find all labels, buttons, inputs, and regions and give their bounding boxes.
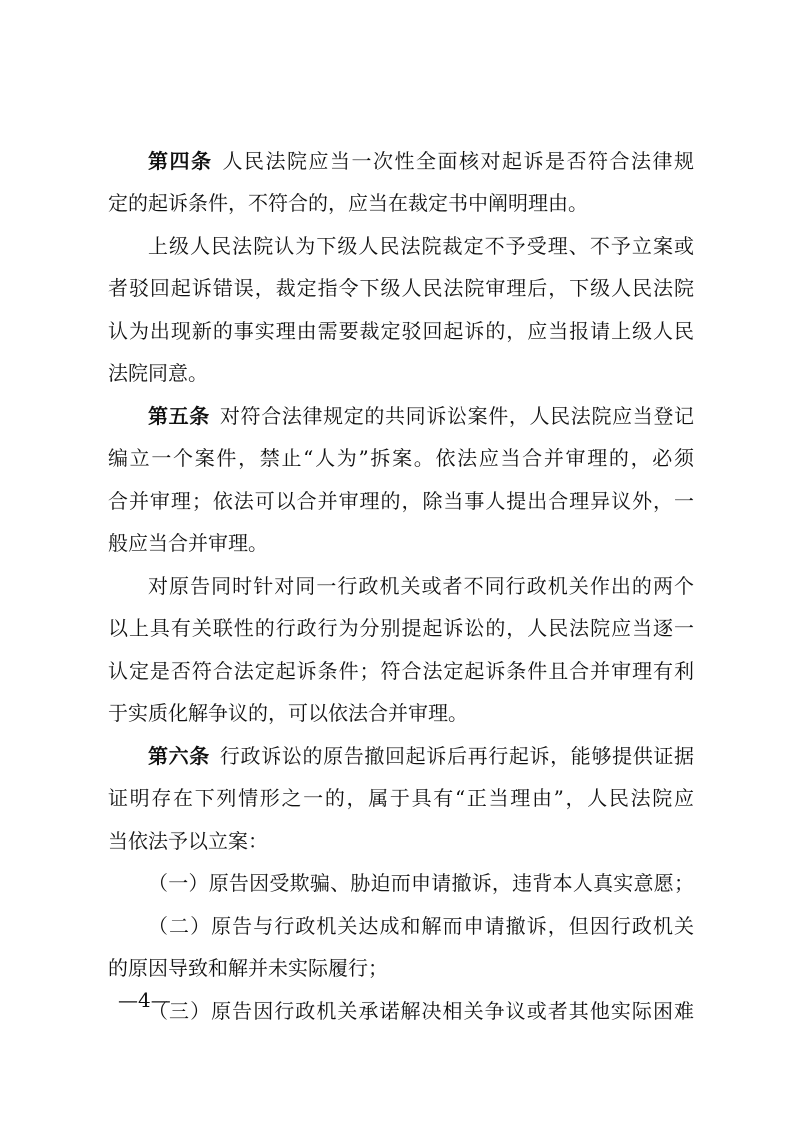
line-text: 法院同意。: [108, 361, 208, 385]
line-text: 对符合法律规定的共同诉讼案件，人民法院应当登记: [219, 404, 694, 428]
line-text: 人民法院应当一次性全面核对起诉是否符合法律规: [222, 149, 694, 173]
line-text: 般应当合并审理。: [108, 531, 268, 555]
line-text: 行政诉讼的原告撤回起诉后再行起诉，能够提供证据: [219, 744, 694, 768]
paragraph-line: [108, 698, 694, 728]
line-text: 编立一个案件，禁止“人为”拆案。依法应当合并审理的，必须: [108, 446, 694, 470]
paragraph-line: [108, 146, 694, 176]
paragraph-line: [108, 953, 694, 983]
paragraph-line: [108, 273, 694, 303]
line-text: 认为出现新的事实理由需要裁定驳回起诉的，应当报请上级人民: [108, 319, 694, 343]
article-heading: 第六条: [148, 744, 210, 768]
line-text: 当依法予以立案：: [108, 829, 268, 853]
paragraph-line: [108, 783, 694, 813]
article-heading: 第四条: [148, 149, 213, 173]
paragraph-line: [108, 996, 694, 1026]
line-text: 者驳回起诉错误，裁定指令下级人民法院审理后，下级人民法院: [108, 276, 694, 300]
paragraph-line: [108, 911, 694, 941]
paragraph-line: [108, 741, 694, 771]
line-text: 的原因导致和解并未实际履行；: [108, 956, 388, 980]
paragraph-line: [108, 868, 694, 898]
line-text: 于实质化解争议的，可以依法合并审理。: [108, 701, 468, 725]
line-text: 定的起诉条件，不符合的，应当在裁定书中阐明理由。: [108, 191, 588, 215]
page-number: —4—: [118, 988, 171, 1012]
paragraph-line: [108, 528, 694, 558]
paragraph-line: [108, 231, 694, 261]
line-text: 证明存在下列情形之一的，属于具有“正当理由”，人民法院应: [108, 786, 694, 810]
paragraph-line: [108, 826, 694, 856]
line-text: 合并审理；依法可以合并审理的，除当事人提出合理异议外，一: [108, 489, 694, 513]
paragraph-line: [108, 613, 694, 643]
paragraph-line: [108, 188, 694, 218]
line-text: 对原告同时针对同一行政机关或者不同行政机关作出的两个: [148, 574, 694, 598]
line-text: 上级人民法院认为下级人民法院裁定不予受理、不予立案或: [148, 234, 694, 258]
paragraph-line: [108, 486, 694, 516]
paragraph-line: [108, 656, 694, 686]
line-text: （一）原告因受欺骗、胁迫而申请撤诉，违背本人真实意愿；: [148, 871, 694, 895]
line-text: 认定是否符合法定起诉条件；符合法定起诉条件且合并审理有利: [108, 659, 694, 683]
paragraph-line: [108, 401, 694, 431]
paragraph-line: [108, 316, 694, 346]
paragraph-line: [108, 358, 694, 388]
line-text: （三）原告因行政机关承诺解决相关争议或者其他实际困难: [148, 999, 694, 1023]
paragraph-line: [108, 443, 694, 473]
article-heading: 第五条: [148, 404, 210, 428]
paragraph-line: [108, 571, 694, 601]
line-text: （二）原告与行政机关达成和解而申请撤诉，但因行政机关: [148, 914, 694, 938]
line-text: 以上具有关联性的行政行为分别提起诉讼的，人民法院应当逐一: [108, 616, 694, 640]
